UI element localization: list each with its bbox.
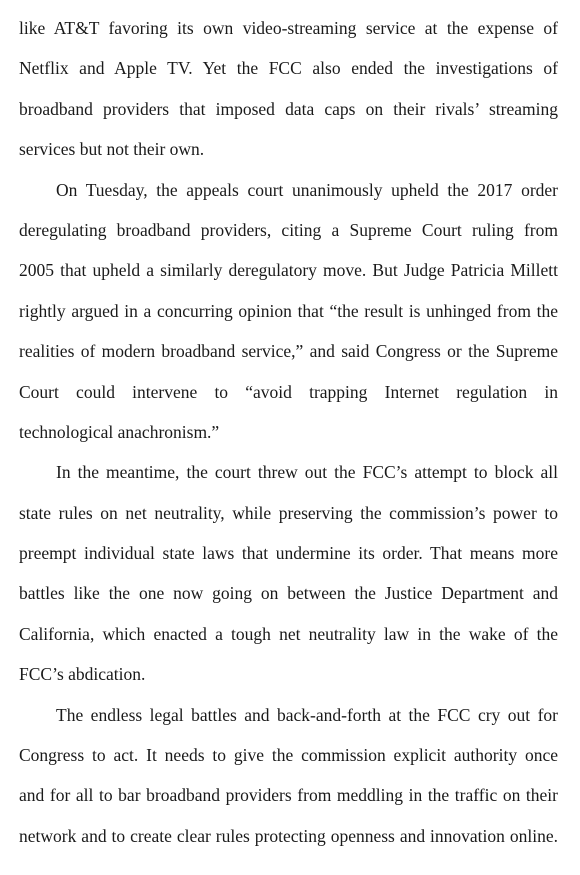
- text-line: Court could intervene to “avoid trapping Internet regulation in: [19, 381, 558, 402]
- text-line: California, which enacted a tough net neutrality law in the wake of the: [19, 623, 558, 644]
- text-line: preempt individual state laws that undermine its order. That means more: [19, 543, 558, 564]
- text-line: battles like the one now going on between the Justice Department and: [19, 583, 558, 604]
- article-body: [19, 8, 558, 856]
- text-line: technological anachronism.”: [19, 421, 220, 442]
- text-line: network and to create clear rules protecting openness and innovation online.: [19, 825, 558, 846]
- text-line: state rules on net neutrality, while preserving the commission’s power to: [19, 502, 558, 523]
- text-line: FCC’s abdication.: [19, 664, 146, 685]
- text-line: In the meantime, the court threw out the FCC’s attempt to block all: [56, 462, 558, 483]
- text-line: services but not their own.: [19, 139, 205, 160]
- text-line: broadband providers that imposed data caps on their rivals’ streaming: [19, 98, 558, 119]
- text-line: realities of modern broadband service,” and said Congress or the Supreme: [19, 341, 558, 362]
- text-line: Congress to act. It needs to give the commission explicit authority once: [19, 745, 558, 766]
- text-line: and for all to bar broadband providers from meddling in the traffic on their: [19, 785, 558, 806]
- text-line: like AT&T favoring its own video-streaming service at the expense of: [19, 18, 558, 38]
- text-line: 2005 that upheld a similarly deregulatory move. But Judge Patricia Millett: [19, 260, 558, 281]
- text-line: The endless legal battles and back-and-forth at the FCC cry out for: [56, 704, 558, 725]
- text-line: Netflix and Apple TV. Yet the FCC also ended the investigations of: [19, 58, 558, 79]
- text-line: deregulating broadband providers, citing a Supreme Court ruling from: [19, 219, 558, 240]
- text-line: On Tuesday, the appeals court unanimously upheld the 2017 order: [56, 179, 558, 200]
- text-line: rightly argued in a concurring opinion that “the result is unhinged from the: [19, 300, 558, 321]
